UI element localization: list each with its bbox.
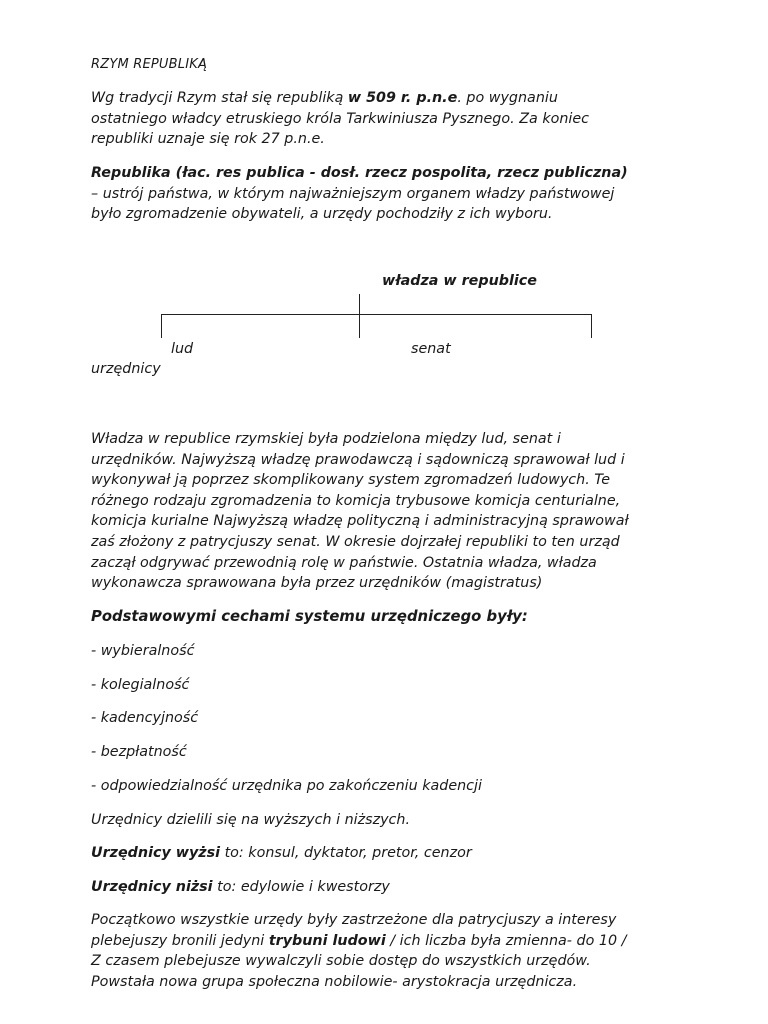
- power-line: Władza w republice rzymskiej była podzielona między lud, senat i: [91, 431, 561, 447]
- trybuni-ludowi: trybuni ludowi: [268, 932, 386, 949]
- power-line: różnego rodzaju zgromadzenia to komicja trybusowe komicja centurialne,: [91, 492, 621, 509]
- feature-item: - wybieralność: [91, 643, 195, 659]
- feature-item: - kadencyjność: [91, 710, 199, 726]
- diagram-label-lud: lud: [171, 341, 194, 357]
- lower-officials-label: Urzędnicy niżsi: [91, 879, 213, 895]
- definition-paragraph: [91, 163, 691, 225]
- power-line: wykonywał ją poprzez skomplikowany system zgromadzeń ludowych. Te: [91, 472, 611, 489]
- higher-officials: Urzędnicy wyżsi to: konsul, dyktator, pretor, cenzor: [91, 845, 472, 861]
- higher-officials-label: Urzędnicy wyżsi: [91, 845, 221, 861]
- power-paragraph: [91, 429, 691, 594]
- closing-paragraph: [91, 910, 691, 992]
- diagram-top-label: władza w republice: [382, 273, 537, 289]
- definition-line-2: było zgromadzenie obywateli, a urzędy pochodziły z ich wyboru.: [91, 206, 553, 223]
- diagram-left-branch: [161, 314, 162, 338]
- diagram-horizontal-line: [161, 314, 592, 315]
- features-heading: Podstawowymi cechami systemu urzędniczego były:: [91, 608, 528, 625]
- feature-item: - odpowiedzialność urzędnika po zakończeniu kadencji: [91, 778, 482, 794]
- lower-officials: Urzędnicy niżsi to: edylowie i kwestorzy: [91, 879, 390, 895]
- officials-split-text: Urzędnicy dzielili się na wyższych i niższych.: [91, 812, 410, 828]
- power-line: zaś złożony z patrycjuszy senat. W okresie dojrzałej republiki to ten urząd: [91, 533, 620, 550]
- intro-line-3: republiki uznaje się rok 27 p.n.e.: [91, 131, 325, 148]
- power-diagram: [91, 270, 691, 390]
- feature-item: - bezpłatność: [91, 744, 187, 760]
- definition-line-1: – ustrój państwa, w którym najważniejszym organem władzy państwowej: [91, 185, 615, 202]
- closing-line-4: Powstała nowa grupa społeczna nobilowie- arystokracja urzędnicza.: [91, 973, 578, 990]
- power-line: komicja kurialne Najwyższą władzę polityczną i administracyjną sprawował: [91, 513, 629, 530]
- power-line: zaczął odgrywać przewodnią rolę w państwie. Ostatnia władza, władza: [91, 554, 597, 571]
- power-line: wykonawcza sprawowana była przez urzędników (magistratus): [91, 575, 543, 592]
- closing-line-1: Początkowo wszystkie urzędy były zastrzeżone dla patrycjuszy a interesy: [91, 912, 617, 928]
- intro-date: w 509 r. p.n.e: [347, 90, 458, 106]
- diagram-label-urzednicy: urzędnicy: [91, 361, 161, 377]
- intro-line-2: ostatniego władcy etruskiego króla Tarkwiniusza Pysznego. Za koniec: [91, 110, 590, 127]
- intro-paragraph: [91, 88, 691, 150]
- feature-item: - kolegialność: [91, 677, 190, 693]
- closing-line-2: plebejuszy bronili jedyni trybuni ludowi / ich liczba była zmienna- do 10 /: [91, 932, 627, 949]
- definition-heading: Republika (łac. res publica - dosł. rzecz pospolita, rzecz publiczna): [91, 165, 628, 181]
- diagram-stem-line: [359, 294, 360, 338]
- diagram-label-senat: senat: [411, 341, 451, 357]
- intro-line-1: Wg tradycji Rzym stał się republiką w 509 r. p.n.e. po wygnaniu: [91, 90, 558, 106]
- power-line: urzędników. Najwyższą władzę prawodawczą i sądowniczą sprawował lud i: [91, 451, 625, 468]
- closing-line-3: Z czasem plebejusze wywalczyli sobie dostęp do wszystkich urzędów.: [91, 953, 591, 970]
- diagram-right-branch: [591, 314, 592, 338]
- page-title: RZYM REPUBLIKĄ: [91, 57, 208, 72]
